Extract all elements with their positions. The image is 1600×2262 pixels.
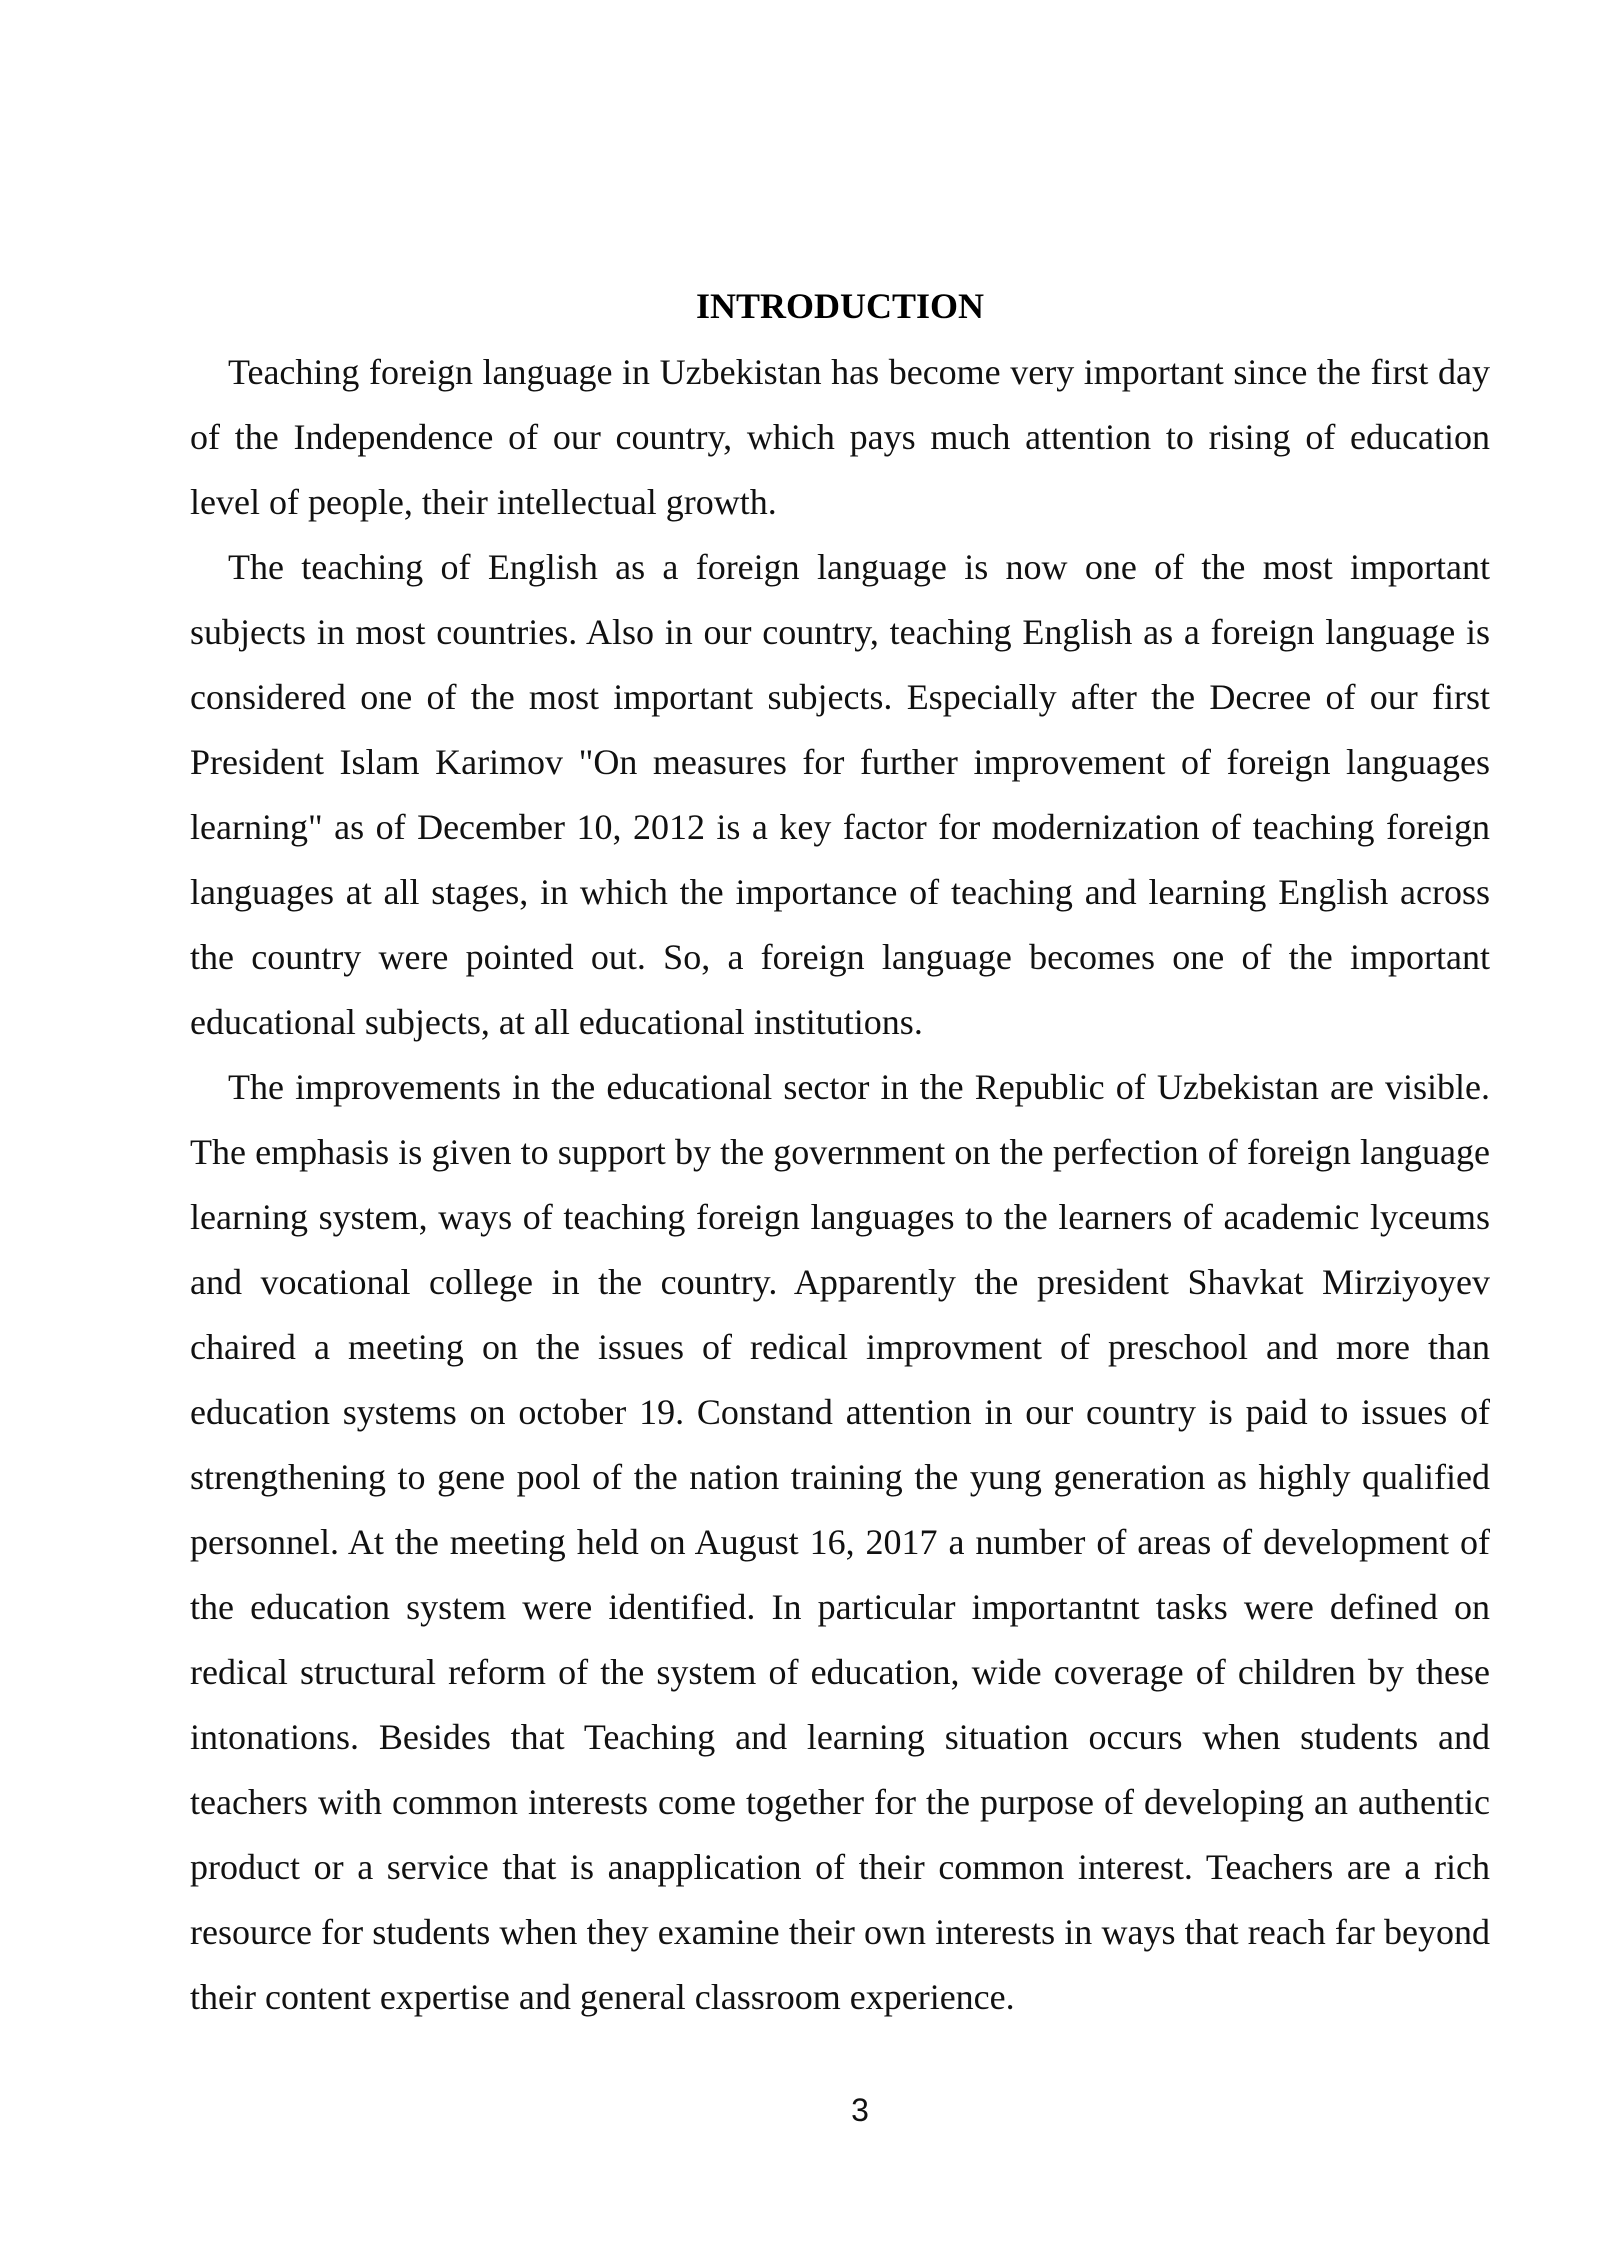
paragraph-2: The teaching of English as a foreign language is now one of the most important subjects in most countries. Also in our country, teaching English as a foreign language is considered one of the most important subjects. Especially after the Decree of our first President Islam Karimov "On measures for further improvement of foreign languages learning" as of December 10, 2012 is a key factor for modernization of teaching foreign languages at all stages, in which the importance of teaching and learning English across the country were pointed out. So, a foreign language becomes one of the important educational subjects, at all educational institutions. xyxy=(190,547,1490,1042)
paragraph-1: Teaching foreign language in Uzbekistan has become very important since the first day of the Independence of our country, which pays much attention to rising of education level of people, their intellectual growth. xyxy=(190,352,1490,522)
paragraph-3: The improvements in the educational sector in the Republic of Uzbekistan are visible. The emphasis is given to support by the government on the perfection of foreign language learning system, ways of teaching foreign languages to the learners of academic lyceums and vocational college in the country. Apparently the president Shavkat Mirziyoyev chaired a meeting on the issues of redical improvment of preschool and more than education systems on october 19. Constand attention in our country is paid to issues of strengthening to gene pool of the nation training the yung generation as highly qualified personnel. At the meeting held on August 16, 2017 a number of areas of development of the education system were identified. In particular importantnt tasks were defined on redical structural reform of the system of education, wide coverage of children by these intonations. Besides that Teaching and learning situation occurs when students and teachers with common interests come together for the purpose of developing an authentic product or a service that is anapplication of their common interest. Teachers are a rich resource for students when they examine their own interests in ways that reach far beyond their content expertise and general classroom experience. xyxy=(190,1067,1490,2017)
page-number: 3 xyxy=(851,2092,869,2128)
page-title: INTRODUCTION xyxy=(695,286,985,326)
body-text xyxy=(190,340,1490,2030)
